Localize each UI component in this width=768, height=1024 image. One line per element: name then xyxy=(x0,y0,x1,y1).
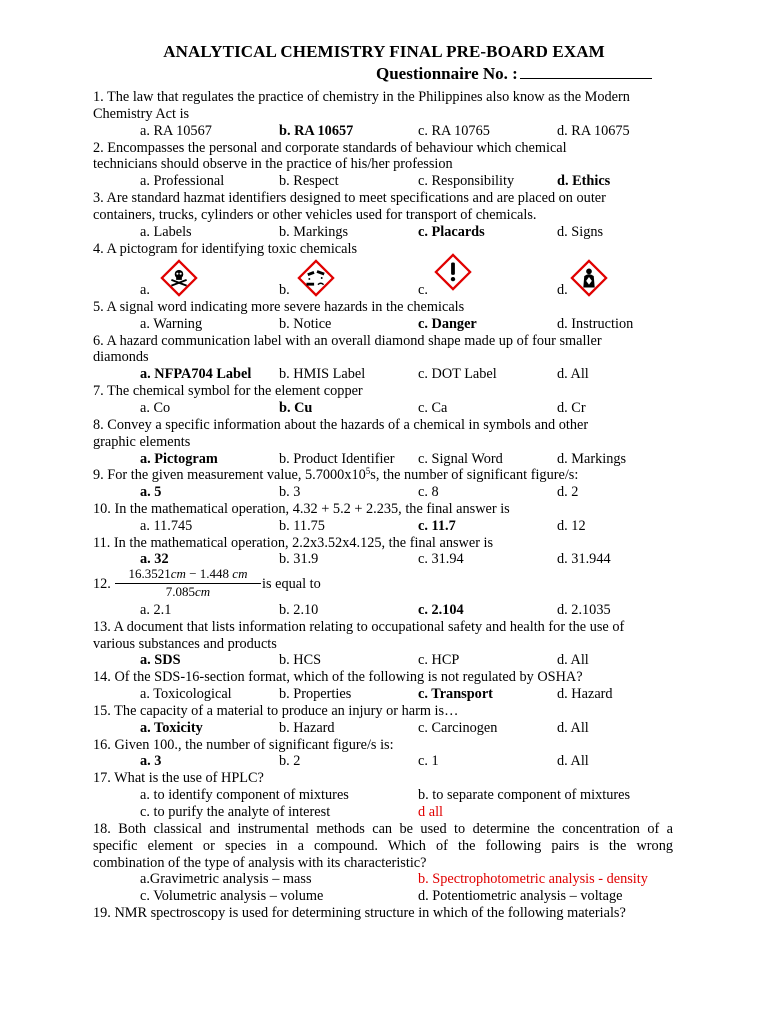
q6-choice-b: b. HMIS Label xyxy=(279,366,366,382)
fraction-numerator: 16.3521cm − 1.448 cm xyxy=(115,566,261,584)
q14-choice-a: a. Toxicological xyxy=(140,686,232,702)
question-18-text: 18. Both classical and instrumental methods can be used to determine the concentration of a xyxy=(93,821,673,837)
question-9-text: 9. For the given measurement value, $5.7000x10^5s$, the number of significant figure/s: xyxy=(93,466,579,483)
q16-choice-b: b. 2 xyxy=(279,753,301,769)
questionnaire-blank xyxy=(520,64,652,79)
q7-choice-c: c. Ca xyxy=(418,400,448,416)
q2-choice-d: d. Ethics xyxy=(557,173,611,189)
q5-choice-a: a. Warning xyxy=(140,316,203,332)
q1-choice-a: a. RA 10567 xyxy=(140,123,212,139)
corrosion-icon xyxy=(297,259,335,297)
question-6-text-cont: diamonds xyxy=(93,349,149,365)
q7-choice-d: d. Cr xyxy=(557,400,586,416)
question-12-fraction xyxy=(115,566,261,600)
q4-choice-c: c. xyxy=(418,282,428,298)
question-7-text: 7. The chemical symbol for the element copper xyxy=(93,383,363,399)
question-17-text: 17. What is the use of HPLC? xyxy=(93,770,264,786)
q15-choice-a: a. Toxicity xyxy=(140,720,203,736)
question-16-text: 16. Given 100., the number of significant figure/s is: xyxy=(93,737,394,753)
skull-crossbones-icon xyxy=(160,259,198,297)
q17-choice-b: b. to separate component of mixtures xyxy=(418,787,631,803)
question-12-suffix: is equal to xyxy=(262,576,321,592)
q3-choice-d: d. Signs xyxy=(557,224,604,240)
q7-choice-a: a. Co xyxy=(140,400,171,416)
q14-choice-c: c. Transport xyxy=(418,686,493,702)
q2-choice-c: c. Responsibility xyxy=(418,173,515,189)
question-13-text: 13. A document that lists information relating to occupational safety and health for the use of xyxy=(93,619,625,635)
q16-choice-c: c. 1 xyxy=(418,753,439,769)
question-13-text-cont: various substances and products xyxy=(93,636,277,652)
health-hazard-icon xyxy=(570,259,608,297)
q8-choice-d: d. Markings xyxy=(557,451,627,467)
question-4-text: 4. A pictogram for identifying toxic chemicals xyxy=(93,241,358,257)
q16-choice-d: d. All xyxy=(557,753,589,769)
q11-choice-c: c. 31.94 xyxy=(418,551,464,567)
question-11-text: 11. In the mathematical operation, 2.2x3.52x4.125, the final answer is xyxy=(93,535,494,551)
q12-choice-b: b. 2.10 xyxy=(279,602,319,618)
question-5-text: 5. A signal word indicating more severe hazards in the chemicals xyxy=(93,299,465,315)
q11-choice-d: d. 31.944 xyxy=(557,551,611,567)
q14-choice-d: d. Hazard xyxy=(557,686,613,702)
q4-choice-d: d. xyxy=(557,282,568,298)
q10-choice-c: c. 11.7 xyxy=(418,518,456,534)
q13-choice-b: b. HCS xyxy=(279,652,322,668)
question-19-text: 19. NMR spectroscopy is used for determining structure in which of the following materials? xyxy=(93,905,626,921)
q4-choice-a: a. xyxy=(140,282,150,298)
q18-choice-a: a.Gravimetric analysis – mass xyxy=(140,871,312,887)
q1-choice-d: d. RA 10675 xyxy=(557,123,630,139)
q11-choice-a: a. 32 xyxy=(140,551,169,567)
question-3-text: 3. Are standard hazmat identifiers designed to meet specifications and are placed on outer xyxy=(93,190,606,206)
q13-choice-c: c. HCP xyxy=(418,652,460,668)
question-3-text-cont: containers, trucks, cylinders or other vehicles used for transport of chemicals. xyxy=(93,207,537,223)
q3-choice-a: a. Labels xyxy=(140,224,192,240)
fraction-denominator: 7.085cm xyxy=(165,584,211,599)
q3-choice-c: c. Placards xyxy=(418,224,485,240)
question-2-text-cont: technicians should observe in the practice of his/her profession xyxy=(93,156,453,172)
q12-choice-d: d. 2.1035 xyxy=(557,602,611,618)
exam-title: ANALYTICAL CHEMISTRY FINAL PRE-BOARD EXAM xyxy=(163,42,605,61)
q10-choice-b: b. 11.75 xyxy=(279,518,325,534)
question-15-text: 15. The capacity of a material to produce an injury or harm is… xyxy=(93,703,459,719)
q17-choice-a: a. to identify component of mixtures xyxy=(140,787,349,803)
q9-choice-a: a. 5 xyxy=(140,484,162,500)
q3-choice-b: b. Markings xyxy=(279,224,349,240)
question-6-text: 6. A hazard communication label with an overall diamond shape made up of four smaller xyxy=(93,333,602,349)
q18-choice-d: d. Potentiometric analysis – voltage xyxy=(418,888,623,904)
q12-choice-a: a. 2.1 xyxy=(140,602,172,618)
question-18-text-cont: specific element or species in a compound. Which of the following pairs is the wrong xyxy=(93,838,673,854)
q13-choice-a: a. SDS xyxy=(140,652,181,668)
q9-choice-c: c. 8 xyxy=(418,484,439,500)
q17-choice-d: d all xyxy=(418,804,444,820)
q2-choice-a: a. Professional xyxy=(140,173,225,189)
q9-choice-d: d. 2 xyxy=(557,484,579,500)
q8-choice-a: a. Pictogram xyxy=(140,451,218,467)
q15-choice-c: c. Carcinogen xyxy=(418,720,498,736)
q11-choice-b: b. 31.9 xyxy=(279,551,319,567)
q17-choice-c: c. to purify the analyte of interest xyxy=(140,804,331,820)
q7-choice-b: b. Cu xyxy=(279,400,313,416)
q5-choice-c: c. Danger xyxy=(418,316,477,332)
q6-choice-a: a. NFPA704 Label xyxy=(140,366,252,382)
q6-choice-c: c. DOT Label xyxy=(418,366,497,382)
q18-choice-b: b. Spectrophotometric analysis - density xyxy=(418,871,648,887)
q8-choice-c: c. Signal Word xyxy=(418,451,503,467)
question-12-number: 12. xyxy=(93,576,111,592)
q9-choice-b: b. 3 xyxy=(279,484,301,500)
question-2-text: 2. Encompasses the personal and corporate standards of behaviour which chemical xyxy=(93,140,567,156)
q10-choice-a: a. 11.745 xyxy=(140,518,193,534)
q4-choice-b: b. xyxy=(279,282,290,298)
q6-choice-d: d. All xyxy=(557,366,589,382)
q10-choice-d: d. 12 xyxy=(557,518,586,534)
q18-choice-c: c. Volumetric analysis – volume xyxy=(140,888,324,904)
q14-choice-b: b. Properties xyxy=(279,686,352,702)
q16-choice-a: a. 3 xyxy=(140,753,162,769)
q5-choice-b: b. Notice xyxy=(279,316,332,332)
question-10-text: 10. In the mathematical operation, 4.32 + 5.2 + 2.235, the final answer is xyxy=(93,501,510,517)
q5-choice-d: d. Instruction xyxy=(557,316,634,332)
q2-choice-b: b. Respect xyxy=(279,173,339,189)
q15-choice-b: b. Hazard xyxy=(279,720,335,736)
question-8-text: 8. Convey a specific information about the hazards of a chemical in symbols and other xyxy=(93,417,589,433)
q1-choice-c: c. RA 10765 xyxy=(418,123,490,139)
questionnaire-number: Questionnaire No. : xyxy=(376,64,652,84)
q8-choice-b: b. Product Identifier xyxy=(279,451,395,467)
q12-choice-c: c. 2.104 xyxy=(418,602,464,618)
question-14-text: 14. Of the SDS-16-section format, which of the following is not regulated by OSHA? xyxy=(93,669,583,685)
q15-choice-d: d. All xyxy=(557,720,589,736)
question-8-text-cont: graphic elements xyxy=(93,434,191,450)
exclamation-mark-icon xyxy=(434,253,472,291)
question-1-text-cont: Chemistry Act is xyxy=(93,106,190,122)
question-18-text-cont2: combination of the type of analysis with its characteristic? xyxy=(93,855,427,871)
q1-choice-b: b. RA 10657 xyxy=(279,123,354,139)
question-1-text: 1. The law that regulates the practice of chemistry in the Philippines also know as the Modern xyxy=(93,89,630,105)
q13-choice-d: d. All xyxy=(557,652,589,668)
